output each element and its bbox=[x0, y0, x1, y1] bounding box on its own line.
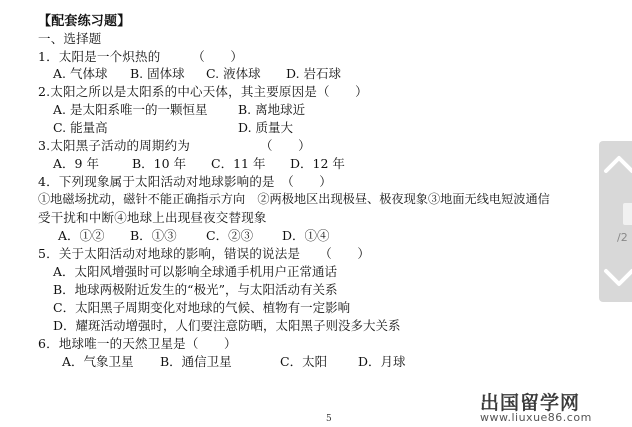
q3-option-c: C．11 年 bbox=[211, 156, 266, 171]
q2-option-b: B. 离地球近 bbox=[238, 102, 306, 117]
q6-option-c: C．太阳 bbox=[280, 354, 328, 369]
q1-option-c: C. 液体球 bbox=[206, 66, 261, 81]
q6-option-a: A．气象卫星 bbox=[62, 354, 134, 369]
question-3-stem: 3.太阳黑子活动的周期约为 （ ） bbox=[38, 138, 311, 153]
q2-option-d: D. 质量大 bbox=[238, 120, 294, 135]
q1-option-b: B. 固体球 bbox=[130, 66, 185, 81]
page-indicator: /2 bbox=[617, 231, 628, 244]
page-down-button[interactable] bbox=[599, 258, 632, 298]
q5-option-a: A．太阳风增强时可以影响全球通手机用户正常通话 bbox=[53, 264, 338, 279]
q2-option-c: C. 能量高 bbox=[53, 120, 108, 135]
question-1-stem: 1．太阳是一个炽热的 （ ） bbox=[38, 49, 244, 64]
q6-option-d: D．月球 bbox=[358, 354, 406, 369]
watermark-url: www.liuxue86.com bbox=[480, 411, 592, 424]
watermark-logo bbox=[480, 388, 632, 427]
chevron-up-icon bbox=[599, 145, 632, 185]
q4-option-c: C．②③ bbox=[206, 228, 254, 243]
watermark-title: 出国留学网 bbox=[480, 392, 581, 414]
q2-option-a: A. 是太阳系唯一的一颗恒星 bbox=[53, 102, 208, 117]
exercise-heading: 【配套练习题】 bbox=[38, 14, 131, 29]
section-title: 一、选择题 bbox=[38, 31, 102, 46]
q4-option-a: A．①② bbox=[58, 228, 105, 243]
page-up-button[interactable] bbox=[599, 145, 632, 185]
q3-option-b: B．10 年 bbox=[132, 156, 187, 171]
q1-option-a: A. 气体球 bbox=[53, 66, 108, 81]
question-2-stem: 2.太阳之所以是太阳系的中心天体，其主要原因是（ ） bbox=[38, 84, 368, 99]
q4-option-d: D．①④ bbox=[282, 228, 330, 243]
q4-option-b: B．①③ bbox=[130, 228, 177, 243]
chevron-down-icon bbox=[599, 258, 632, 298]
question-5-stem: 5．关于太阳活动对地球的影响，错误的说法是 （ ） bbox=[38, 246, 371, 261]
page-nav-panel bbox=[599, 141, 632, 302]
q5-option-b: B．地球两极附近发生的“极光”，与太阳活动有关系 bbox=[53, 282, 338, 297]
page-input-box[interactable] bbox=[623, 203, 632, 225]
question-4-stem: 4．下列现象属于太阳活动对地球影响的是 （ ） bbox=[38, 174, 333, 189]
q3-option-a: A．9 年 bbox=[53, 156, 99, 171]
page-number: 5 bbox=[326, 414, 332, 424]
question-6-stem: 6．地球唯一的天然卫星是（ ） bbox=[38, 336, 237, 351]
q5-option-c: C．太阳黑子周期变化对地球的气候、植物有一定影响 bbox=[53, 300, 351, 315]
question-4-line-1: ①地磁场扰动，磁针不能正确指示方向 ②两极地区出现极昼、极夜现象③地面无线电短波通信 bbox=[38, 192, 550, 206]
question-4-line-2: 受干扰和中断④地球上出现昼夜交替现象 bbox=[38, 210, 267, 225]
q6-option-b: B．通信卫星 bbox=[160, 354, 232, 369]
q1-option-d: D. 岩石球 bbox=[286, 66, 342, 81]
q5-option-d: D．耀斑活动增强时，人们要注意防晒，太阳黑子则没多大关系 bbox=[53, 318, 401, 333]
q3-option-d: D．12 年 bbox=[290, 156, 345, 171]
